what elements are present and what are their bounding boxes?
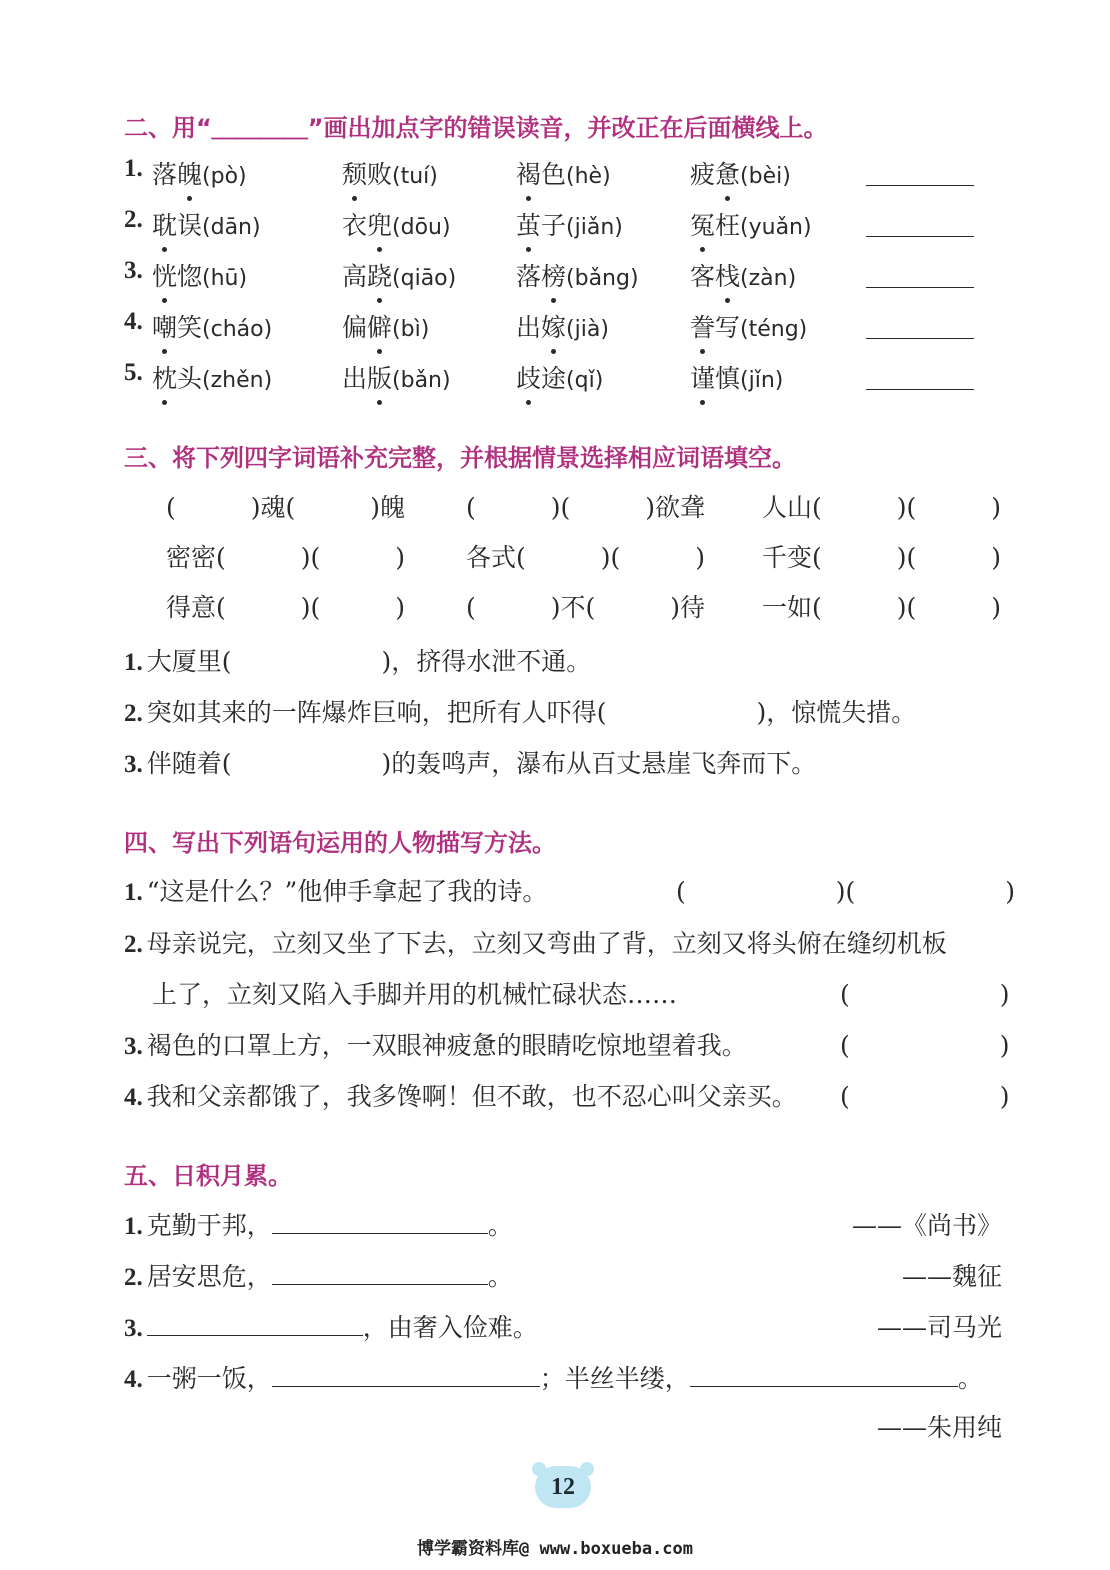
pinyin: (bǎng) bbox=[566, 266, 639, 291]
word-item bbox=[516, 359, 603, 395]
fill-question-3 bbox=[124, 744, 816, 780]
idiom-3-2: ( )不( )待 bbox=[466, 593, 706, 622]
answer-brackets-4[interactable]: ( ) bbox=[840, 1082, 1010, 1111]
question-number: 1. bbox=[124, 1213, 143, 1240]
word-char: 出 bbox=[516, 313, 542, 342]
word-char: 疲 bbox=[690, 160, 716, 189]
page-number: 12 bbox=[535, 1466, 591, 1508]
question-number: 1. bbox=[124, 649, 143, 676]
dotted-char: 版 bbox=[367, 359, 392, 395]
question-text: 我和父亲都饿了，我多馋啊！但不敢，也不忍心叫父亲买。 bbox=[146, 1082, 797, 1111]
word-char: 头 bbox=[177, 364, 203, 393]
question-text: 伴随着( )的轰鸣声，瀑布从百丈悬崖飞奔而下。 bbox=[146, 749, 817, 778]
pinyin: (bì) bbox=[392, 317, 430, 342]
answer-line[interactable] bbox=[866, 287, 974, 288]
source-1: ——《尚书》 bbox=[851, 1211, 1002, 1240]
idiom-1-1: ( )魂( )魄 bbox=[166, 493, 406, 522]
dotted-char: 褐 bbox=[516, 155, 541, 191]
word-char: 落 bbox=[152, 160, 178, 189]
idiom-2-1: 密密( )( ) bbox=[166, 543, 406, 572]
answer-line[interactable] bbox=[272, 1364, 540, 1387]
answer-line[interactable] bbox=[272, 1262, 488, 1285]
dotted-char: 恍 bbox=[152, 257, 177, 293]
row-number: 2. bbox=[124, 206, 143, 233]
source-2: ——魏征 bbox=[901, 1262, 1002, 1291]
word-char: 出 bbox=[342, 364, 368, 393]
section-2-title: 二、用“＿＿＿＿”画出加点字的错误读音，并改正在后面横线上。 bbox=[124, 114, 828, 142]
pinyin: (jià) bbox=[566, 317, 609, 342]
dotted-char: 冤 bbox=[690, 206, 715, 242]
idiom-2-2: 各式( )( ) bbox=[466, 543, 706, 572]
word-char: 败 bbox=[367, 160, 393, 189]
pinyin: (cháo) bbox=[202, 317, 273, 342]
word-char: 惚 bbox=[177, 262, 203, 291]
answer-line[interactable] bbox=[866, 236, 974, 237]
dotted-char: 兜 bbox=[367, 206, 392, 242]
dotted-char: 枕 bbox=[152, 359, 177, 395]
method-question-2-line-2: 上了，立刻又陷入手脚并用的机械忙碌状态…… bbox=[152, 980, 678, 1009]
dotted-char: 歧 bbox=[516, 359, 541, 395]
word-item bbox=[516, 308, 609, 344]
quote-mid: ；半丝半缕， bbox=[539, 1364, 690, 1393]
quote-1 bbox=[124, 1206, 513, 1242]
section-3-title: 三、将下列四字词语补充完整，并根据情景选择相应词语填空。 bbox=[124, 444, 796, 472]
word-char: 落 bbox=[516, 262, 542, 291]
dotted-char: 誊 bbox=[690, 308, 715, 344]
footer-watermark: 博学霸资料库@ www.boxueba.com bbox=[417, 1539, 693, 1559]
question-text: 突如其来的一阵爆炸巨响，把所有人吓得( )，惊慌失措。 bbox=[146, 698, 917, 727]
question-text: 母亲说完，立刻又坐了下去，立刻又弯曲了背，立刻又将头俯在缝纫机板 bbox=[146, 929, 947, 958]
word-char: 衣 bbox=[342, 211, 368, 240]
answer-line[interactable] bbox=[147, 1313, 363, 1336]
quote-post: 。 bbox=[957, 1364, 983, 1393]
pinyin: (dān) bbox=[202, 215, 261, 240]
quote-3 bbox=[124, 1308, 538, 1344]
source-3: ——司马光 bbox=[876, 1313, 1002, 1342]
pinyin: (zhěn) bbox=[202, 368, 273, 393]
word-char: 枉 bbox=[715, 211, 741, 240]
word-item bbox=[152, 308, 272, 344]
dotted-char: 榜 bbox=[541, 257, 566, 293]
question-number: 4. bbox=[124, 1084, 143, 1111]
dotted-char: 耽 bbox=[152, 206, 177, 242]
dotted-char: 跷 bbox=[367, 257, 392, 293]
quote-post: 。 bbox=[487, 1211, 513, 1240]
word-item bbox=[152, 206, 261, 242]
method-question-4 bbox=[124, 1077, 797, 1113]
method-question-2-line-1 bbox=[124, 924, 947, 960]
word-item bbox=[342, 257, 456, 293]
word-item bbox=[516, 206, 623, 242]
word-item bbox=[152, 155, 247, 191]
pinyin: (hè) bbox=[566, 164, 611, 189]
row-number: 3. bbox=[124, 257, 143, 284]
pinyin: (bèi) bbox=[740, 164, 791, 189]
question-text: 大厦里( )，挤得水泄不通。 bbox=[146, 647, 592, 676]
dotted-char: 谨 bbox=[690, 359, 715, 395]
word-item bbox=[342, 155, 438, 191]
quote-pre: 一粥一饭， bbox=[146, 1364, 272, 1393]
pinyin: (téng) bbox=[740, 317, 808, 342]
fill-question-2 bbox=[124, 693, 916, 729]
answer-line[interactable] bbox=[866, 389, 974, 390]
word-char: 子 bbox=[541, 211, 567, 240]
quote-4 bbox=[124, 1359, 983, 1395]
idiom-2-3: 千变( )( ) bbox=[762, 543, 1002, 572]
pinyin: (jǐn) bbox=[740, 368, 784, 393]
pinyin: (dōu) bbox=[392, 215, 451, 240]
answer-line[interactable] bbox=[866, 185, 974, 186]
question-number: 2. bbox=[124, 700, 143, 727]
pinyin: (tuí) bbox=[392, 164, 438, 189]
question-text: 褐色的口罩上方，一双眼神疲惫的眼睛吃惊地望着我。 bbox=[146, 1031, 747, 1060]
word-item bbox=[690, 308, 807, 344]
idiom-1-3: 人山( )( ) bbox=[762, 493, 1002, 522]
answer-brackets-1[interactable]: ( )( ) bbox=[676, 877, 1016, 906]
word-item bbox=[690, 359, 783, 395]
quote-pre: 居安思危， bbox=[146, 1262, 272, 1291]
word-char: 误 bbox=[177, 211, 203, 240]
question-text: “这是什么？”他伸手拿起了我的诗。 bbox=[146, 877, 548, 906]
answer-brackets-2[interactable]: ( ) bbox=[840, 980, 1010, 1009]
pinyin: (qǐ) bbox=[566, 368, 604, 393]
question-number: 2. bbox=[124, 1264, 143, 1291]
quote-post: ，由奢入俭难。 bbox=[362, 1313, 538, 1342]
quote-pre: 克勤于邦， bbox=[146, 1211, 272, 1240]
pinyin: (zàn) bbox=[740, 266, 797, 291]
dotted-char: 僻 bbox=[367, 308, 392, 344]
dotted-char: 嘲 bbox=[152, 308, 177, 344]
fill-question-1 bbox=[124, 642, 591, 678]
question-number: 3. bbox=[124, 1315, 143, 1342]
idiom-3-3: 一如( )( ) bbox=[762, 593, 1002, 622]
dotted-char: 嫁 bbox=[541, 308, 566, 344]
word-item bbox=[152, 359, 272, 395]
word-char: 笑 bbox=[177, 313, 203, 342]
word-char: 偏 bbox=[342, 313, 368, 342]
word-item bbox=[342, 308, 429, 344]
word-item bbox=[516, 155, 611, 191]
word-item bbox=[152, 257, 247, 293]
pinyin: (yuǎn) bbox=[740, 215, 812, 240]
pinyin: (jiǎn) bbox=[566, 215, 623, 240]
word-char: 高 bbox=[342, 262, 368, 291]
quote-post: 。 bbox=[487, 1262, 513, 1291]
pinyin: (qiāo) bbox=[392, 266, 457, 291]
answer-line[interactable] bbox=[272, 1211, 488, 1234]
word-item bbox=[516, 257, 639, 293]
word-char: 慎 bbox=[715, 364, 741, 393]
row-number: 1. bbox=[124, 155, 143, 182]
row-number: 4. bbox=[124, 308, 143, 335]
dotted-char: 颓 bbox=[342, 155, 367, 191]
question-number: 2. bbox=[124, 931, 143, 958]
dotted-char: 魄 bbox=[177, 155, 202, 191]
dotted-char: 茧 bbox=[516, 206, 541, 242]
word-item bbox=[690, 155, 791, 191]
word-item bbox=[342, 359, 451, 395]
pinyin: (hū) bbox=[202, 266, 248, 291]
idiom-3-1: 得意( )( ) bbox=[166, 593, 406, 622]
idiom-1-2: ( )( )欲聋 bbox=[466, 493, 706, 522]
quote-2 bbox=[124, 1257, 513, 1293]
word-item bbox=[690, 206, 812, 242]
row-number: 5. bbox=[124, 359, 143, 386]
pinyin: (bǎn) bbox=[392, 368, 451, 393]
method-question-1 bbox=[124, 872, 547, 908]
word-char: 途 bbox=[541, 364, 567, 393]
word-char: 客 bbox=[690, 262, 716, 291]
answer-line[interactable] bbox=[690, 1364, 958, 1387]
word-char: 色 bbox=[541, 160, 567, 189]
word-item bbox=[690, 257, 796, 293]
section-4-title: 四、写出下列语句运用的人物描写方法。 bbox=[124, 829, 556, 857]
dotted-char: 惫 bbox=[715, 155, 740, 191]
method-question-3 bbox=[124, 1026, 747, 1062]
question-number: 1. bbox=[124, 879, 143, 906]
answer-brackets-3[interactable]: ( ) bbox=[840, 1031, 1010, 1060]
pinyin: (pò) bbox=[202, 164, 247, 189]
dotted-char: 栈 bbox=[715, 257, 740, 293]
question-number: 3. bbox=[124, 1033, 143, 1060]
question-number: 4. bbox=[124, 1366, 143, 1393]
source-4: ——朱用纯 bbox=[876, 1413, 1002, 1442]
word-char: 写 bbox=[715, 313, 741, 342]
section-5-title: 五、日积月累。 bbox=[124, 1162, 292, 1190]
answer-line[interactable] bbox=[866, 338, 974, 339]
word-item bbox=[342, 206, 451, 242]
question-number: 3. bbox=[124, 751, 143, 778]
